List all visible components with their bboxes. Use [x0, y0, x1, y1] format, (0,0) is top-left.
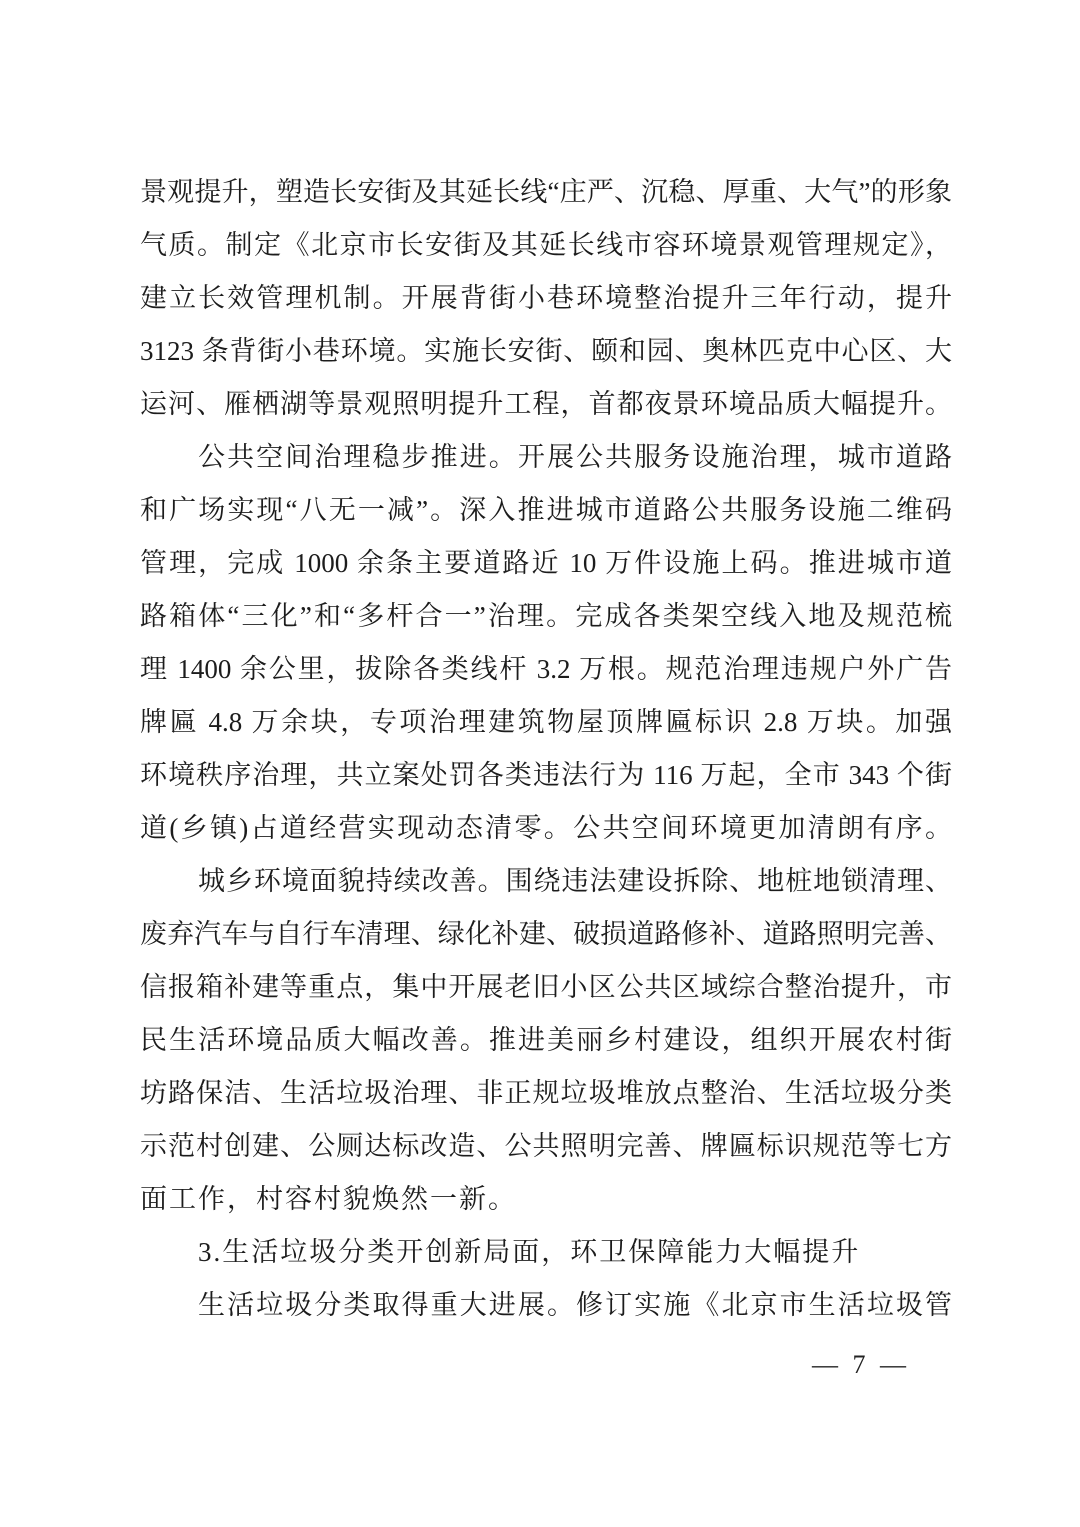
text-line: 道(乡镇)占道经营实现动态清零。公共空间环境更加清朗有序。: [140, 813, 952, 843]
text-line: 牌匾 4.8 万余块，专项治理建筑物屋顶牌匾标识 2.8 万块。加强: [140, 707, 952, 737]
paragraph-end-line: 面工作，村容村貌焕然一新。: [140, 1184, 517, 1214]
paragraph-start-line: 公共空间治理稳步推进。开展公共服务设施治理，城市道路: [198, 442, 952, 472]
text-line: 和广场实现“八无一减”。深入推进城市道路公共服务设施二维码: [140, 495, 952, 525]
text-line: 气质。制定《北京市长安街及其延长线市容环境景观管理规定》，: [140, 230, 952, 260]
text-line: 理 1400 余公里，拔除各类线杆 3.2 万根。规范治理违规户外广告: [140, 654, 952, 684]
section-heading-line: 3.生活垃圾分类开创新局面，环卫保障能力大幅提升: [198, 1237, 861, 1267]
text-line: 景观提升，塑造长安街及其延长线“庄严、沉稳、厚重、大气”的形象: [140, 177, 952, 207]
text-line: 管理，完成 1000 余条主要道路近 10 万件设施上码。推进城市道: [140, 548, 952, 578]
text-line: 坊路保洁、生活垃圾治理、非正规垃圾堆放点整治、生活垃圾分类: [140, 1078, 952, 1108]
text-line: 示范村创建、公厕达标改造、公共照明完善、牌匾标识规范等七方: [140, 1131, 952, 1161]
paragraph-start-line: 城乡环境面貌持续改善。围绕违法建设拆除、地桩地锁清理、: [198, 866, 952, 896]
text-line: 环境秩序治理，共立案处罚各类违法行为 116 万起，全市 343 个街: [140, 760, 952, 790]
text-line: 民生活环境品质大幅改善。推进美丽乡村建设，组织开展农村街: [140, 1025, 952, 1055]
text-line: 建立长效管理机制。开展背街小巷环境整治提升三年行动，提升: [140, 283, 952, 313]
page-number: — 7 —: [812, 1350, 910, 1379]
document-text-block: [140, 166, 952, 1332]
text-line: 废弃汽车与自行车清理、绿化补建、破损道路修补、道路照明完善、: [140, 919, 952, 949]
text-line: 路箱体“三化”和“多杆合一”治理。完成各类架空线入地及规范梳: [140, 601, 952, 631]
text-line: 信报箱补建等重点，集中开展老旧小区公共区域综合整治提升，市: [140, 972, 952, 1002]
text-line: 3123 条背街小巷环境。实施长安街、颐和园、奥林匹克中心区、大: [140, 336, 952, 366]
text-line: 运河、雁栖湖等景观照明提升工程，首都夜景环境品质大幅提升。: [140, 389, 952, 419]
paragraph-start-line: 生活垃圾分类取得重大进展。修订实施《北京市生活垃圾管: [198, 1290, 952, 1320]
